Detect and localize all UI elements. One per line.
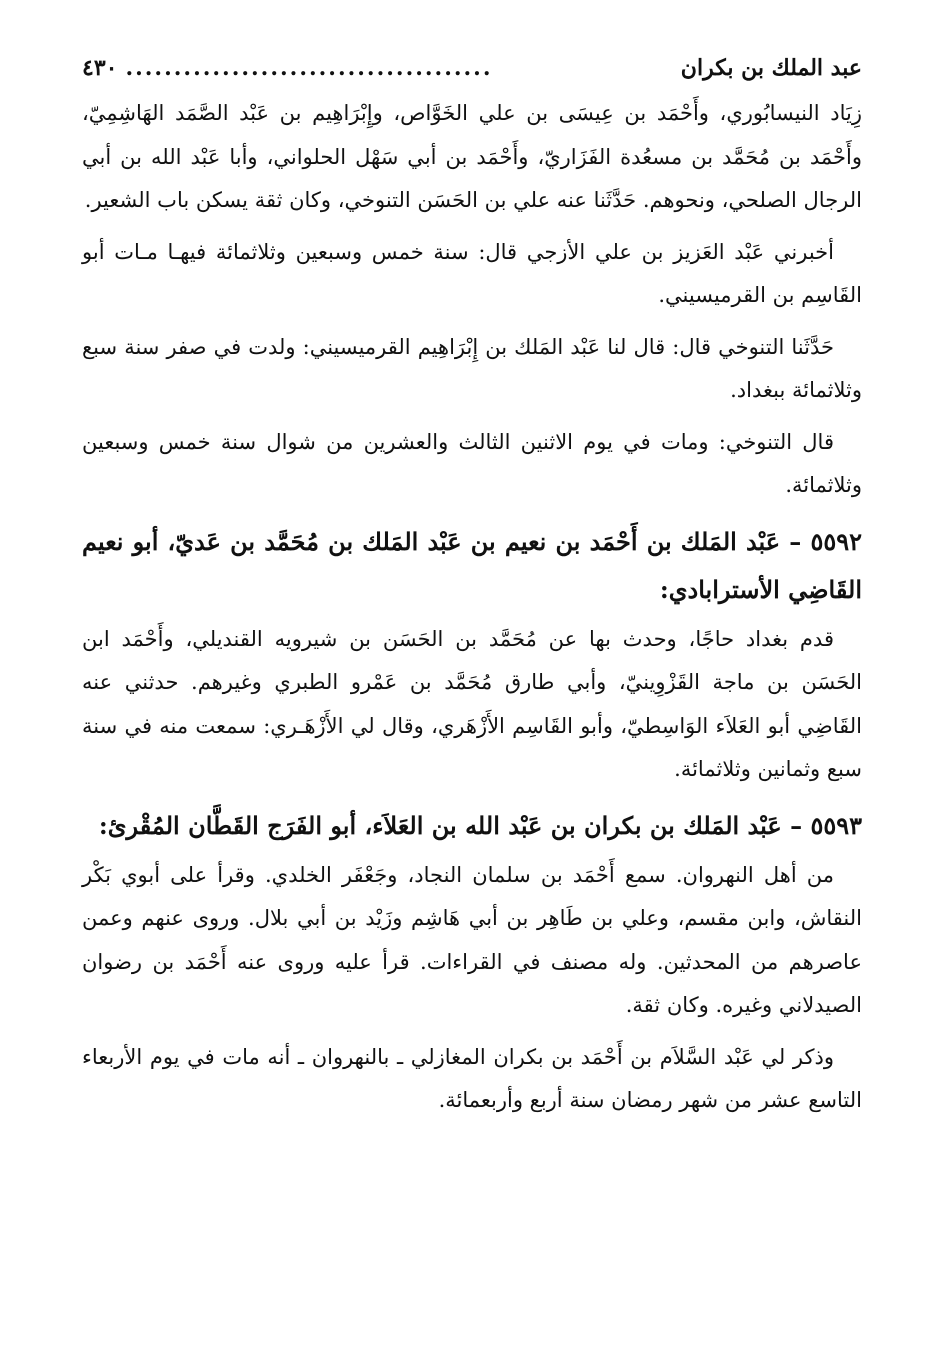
book-page — [82, 48, 862, 1123]
paragraph-continued: زِيَاد النيسابُوري، وأَحْمَد بن عِيسَى بن علي الخَوَّاص، وإِبْرَاهِيم بن عَبْد الصَّمَد الهَاشِمِيّ، وأَحْمَد بن مُحَمَّد بن مسعُدة الفَزَاريّ، وأَحْمَد بن أبي سَهْل الحلواني، وأبا عَبْد الله بن أبي الرجال الصلحي، ونحوهم. حَدَّثَنا عنه علي بن الحَسَن التنوخي، وكان ثقة يسكن باب الشعير. — [82, 101, 862, 212]
entry-title: عَبْد المَلك بن بكران بن عَبْد الله بن العَلاَء، أبو الفَرَج القَطَّان المُقْرئ: — [98, 810, 782, 840]
paragraph-entry-5593: من أهل النهروان. سمع أَحْمَد بن سلمان النجاد، وجَعْفَر الخلدي. وقرأ على أبوي بَكْر النقاش، وابن مقسم، وعلي بن طَاهِر بن أبي هَاشِم وزَيْد بن أبي بلال. وروى عنهم وعمن عاصرهم من المحدثين. وله مصنف في القراءات. قرأ عليه وروى عنه أَحْمَد بن رضوان الصيدلاني وغيره. وكان ثقة. — [82, 862, 862, 1017]
entry-number: ٥٥٩٣ — [810, 810, 862, 840]
header-title: عبد الملك بن بكران — [680, 55, 862, 81]
paragraph-entry-5592: قدم بغداد حاجًا، وحدث بها عن مُحَمَّد بن الحَسَن بن شيرويه القنديلي، وأَحْمَد ابن الحَسَن بن ماجة القَزْوِينيّ، وأبي طارق مُحَمَّد بن عَمْرو الطبري وغيرهم. حدثني عنه القَاضِي أبو العَلاَء الوَاسِطيّ، وأبو القَاسِم الأَزْهَري، وقال لي الأَزْهَـري: سمعت منه في سنة سبع وثمانين وثلاثمائة. — [82, 626, 862, 781]
entry-heading-5592 — [82, 518, 862, 614]
paragraph-death-year: أخبرني عَبْد العَزيز بن علي الأزجي قال: سنة خمس وسبعين وثلاثمائة فيهـا مـات أبو القَاسِم بن القرميسيني. — [82, 239, 862, 307]
entry-number: ٥٥٩٢ — [810, 526, 862, 556]
header-leader-dots: ...................................... — [125, 55, 493, 81]
entry-heading-5593 — [82, 802, 862, 850]
running-header — [82, 48, 862, 92]
entry-title: عَبْد المَلك بن أَحْمَد بن نعيم بن عَبْد المَلك بن مُحَمَّد بن عَديّ، أبو نعيم القَاضِي الأسترابادي: — [82, 526, 862, 604]
entry-dash: – — [789, 526, 802, 556]
paragraph-birth: حَدَّثَنا التنوخي قال: قال لنا عَبْد المَلك بن إِبْرَاهِيم القرميسيني: ولدت في صفر سنة سبع وثلاثمائة ببغداد. — [82, 334, 862, 402]
entry-dash: – — [790, 810, 803, 840]
paragraph-death-date: قال التنوخي: ومات في يوم الاثنين الثالث والعشرين من شوال سنة خمس وسبعين وثلاثمائة. — [82, 429, 862, 497]
page-number: ٤٣٠ — [82, 55, 118, 81]
paragraph-death-note: وذكر لي عَبْد السَّلاَم بن أَحْمَد بن بكران المغازلي ـ بالنهروان ـ أنه مات في يوم الأربعاء التاسع عشر من شهر رمضان سنة أربع وأربعمائة. — [82, 1044, 862, 1112]
